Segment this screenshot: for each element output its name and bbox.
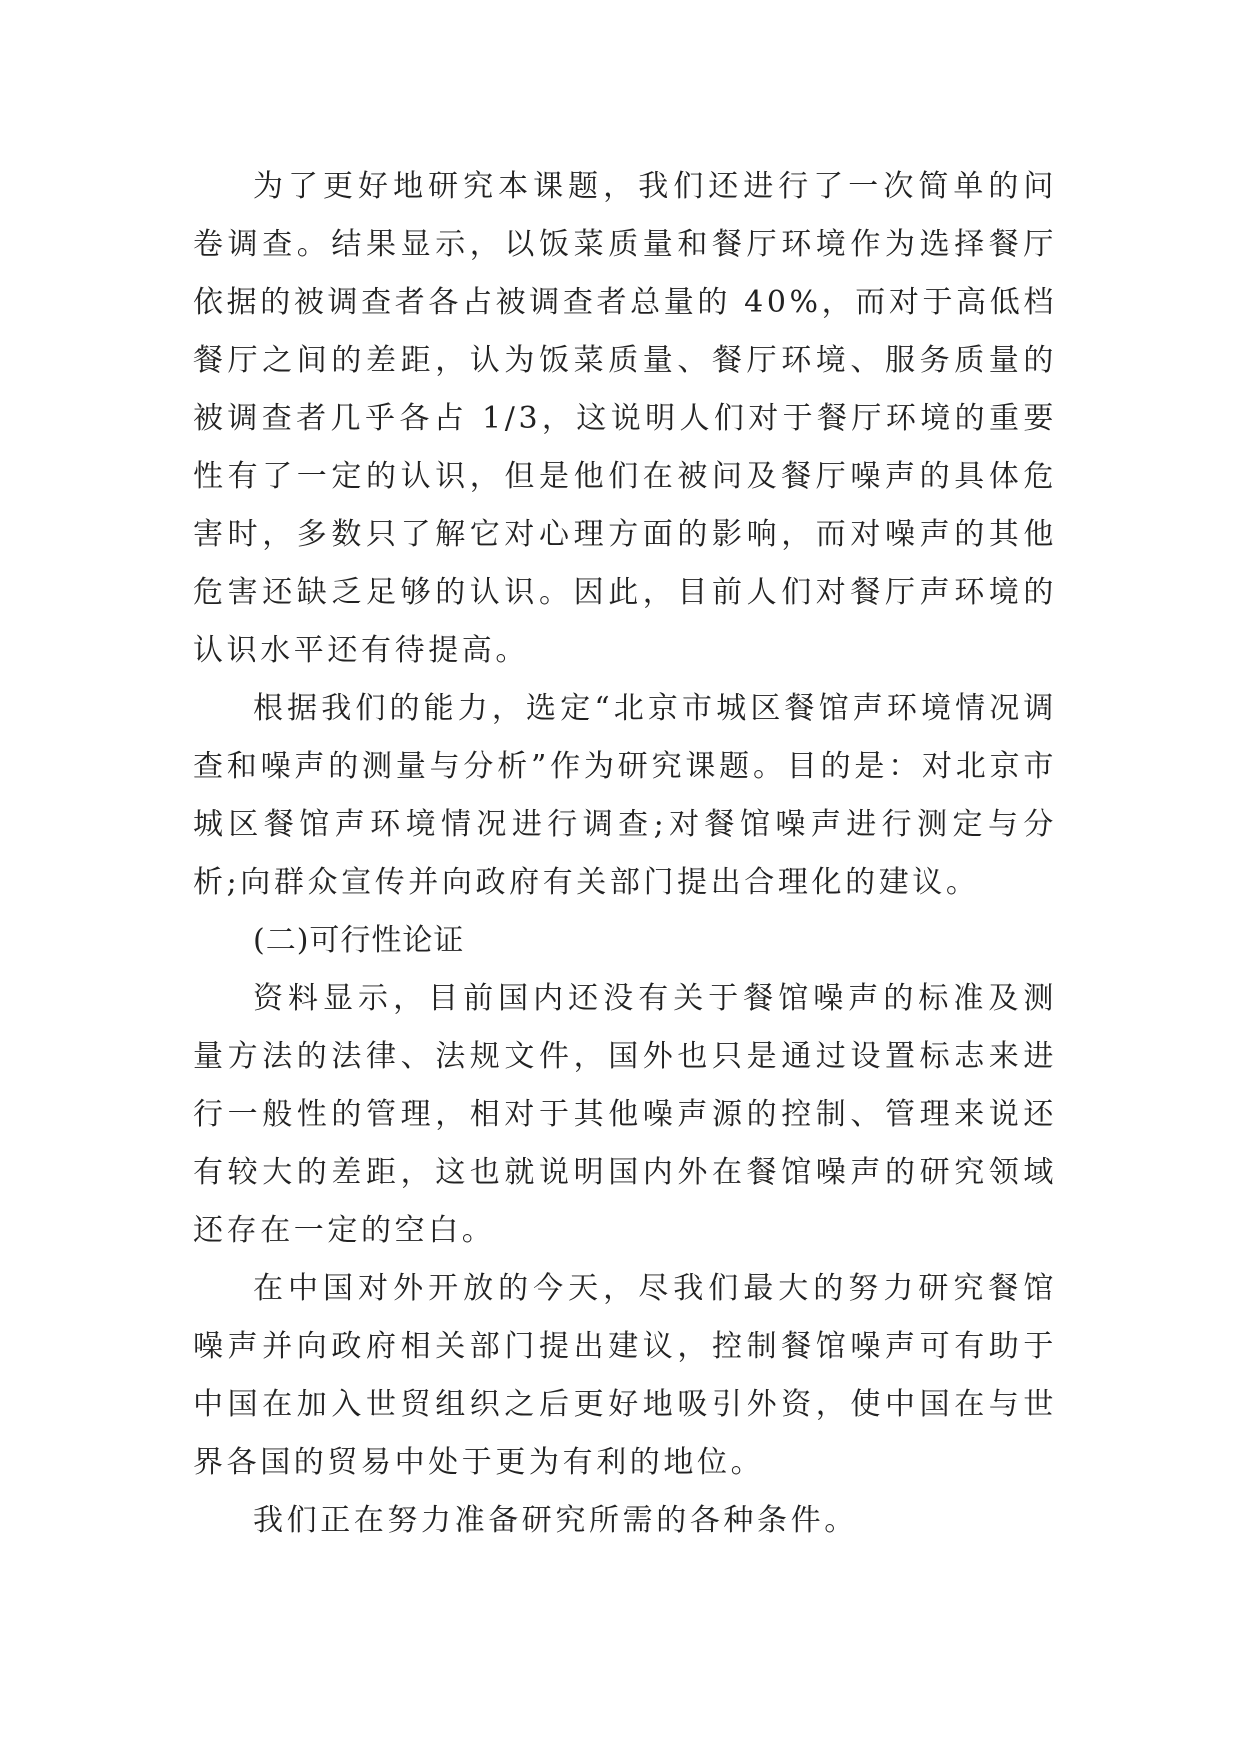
paragraph-research-topic: 根据我们的能力，选定“北京市城区餐馆声环境情况调查和噪声的测量与分析”作为研究课题。目的是：对北京市城区餐馆声环境情况进行调查;对餐馆噪声进行测定与分析;向群众宣传并向政府有关部门提出合理化的建议。	[193, 691, 1057, 900]
paragraph-materials: 资料显示，目前国内还没有关于餐馆噪声的标准及测量方法的法律、法规文件，国外也只是通过设置标志来进行一般性的管理，相对于其他噪声源的控制、管理来说还有较大的差距，这也就说明国内外在餐馆噪声的研究领域还存在一定的空白。	[193, 981, 1057, 1248]
paragraph-preparation: 我们正在努力准备研究所需的各种条件。	[253, 1503, 858, 1538]
paragraph-opening-up: 在中国对外开放的今天，尽我们最大的努力研究餐馆噪声并向政府相关部门提出建议，控制餐馆噪声可有助于中国在加入世贸组织之后更好地吸引外资，使中国在与世界各国的贸易中处于更为有利的地位。	[193, 1271, 1057, 1480]
section-heading-feasibility: (二)可行性论证	[253, 923, 465, 958]
document-body	[193, 158, 1057, 1550]
paragraph-survey: 为了更好地研究本课题，我们还进行了一次简单的问卷调查。结果显示，以饭菜质量和餐厅环境作为选择餐厅依据的被调查者各占被调查者总量的 40%，而对于高低档餐厅之间的差距，认为饭菜质量、餐厅环境、服务质量的被调查者几乎各占 1/3，这说明人们对于餐厅环境的重要性有了一定的认识，但是他们在被问及餐厅噪声的具体危害时，多数只了解它对心理方面的影响，而对噪声的其他危害还缺乏足够的认识。因此，目前人们对餐厅声环境的认识水平还有待提高。	[193, 169, 1057, 668]
